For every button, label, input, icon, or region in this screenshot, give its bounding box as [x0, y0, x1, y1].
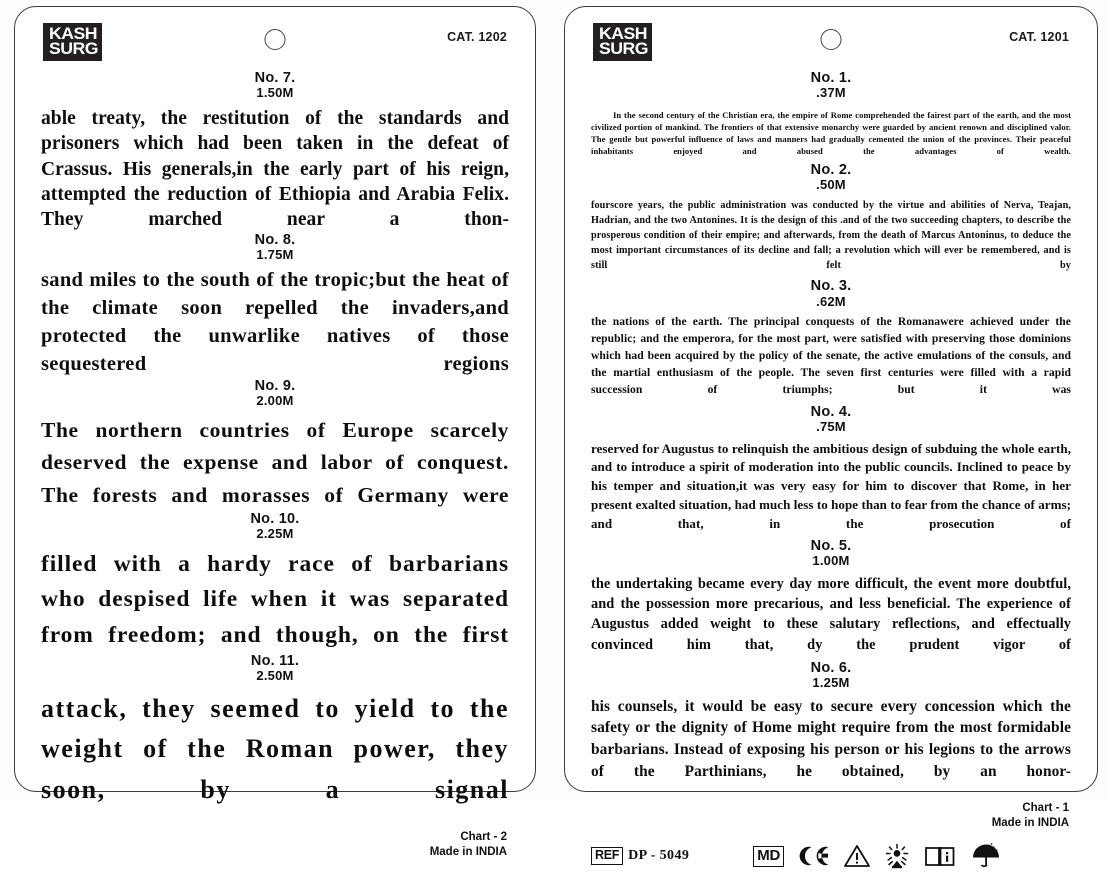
block-size: 1.00M	[812, 553, 850, 569]
block-size: .37M	[816, 85, 846, 101]
chart-blocks	[591, 65, 1071, 789]
keep-dry-umbrella-icon	[969, 843, 1003, 869]
block-size: 2.50M	[256, 668, 294, 684]
block-heading	[591, 405, 1071, 434]
block-size: 2.25M	[256, 526, 294, 542]
chart-footer-label	[430, 830, 507, 860]
block-heading	[591, 661, 1071, 690]
block-paragraph: the undertaking became every day more difficult, the event more doubtful, and the possession more precarious, and less beneficial. The experience of Augustus added weight to these salutary reflections, and effectually convinced him that, dy the prudent vigor of	[591, 576, 1071, 653]
reference-number	[591, 847, 689, 864]
vision-block-no-3	[591, 279, 1071, 398]
block-paragraph: In the second century of the Christian era, the empire of Rome comprehended the fairest part of the earth, and the most civilized portion of mankind. The frontiers of that extensive monarchy were guarded by ancient renown and disciplined valor. The gentle but powerful influence of laws and manners had gradually cemented the union of the provinces. Their peaceful inhabitants enjoyed and abused the advantages of wealth.	[591, 109, 1071, 156]
block-number: No. 5.	[810, 538, 852, 555]
kash-surg-logo	[43, 23, 102, 61]
vision-block-no-4	[591, 405, 1071, 533]
card-header	[591, 7, 1071, 65]
kash-surg-logo	[593, 23, 652, 61]
block-heading	[41, 512, 509, 541]
chart-footer-label	[992, 801, 1069, 831]
ce-mark-icon	[797, 844, 831, 868]
block-heading	[41, 71, 509, 100]
catalog-number: CAT. 1201	[1009, 30, 1069, 44]
vision-block-no-6	[591, 661, 1071, 783]
block-size: 1.25M	[812, 674, 850, 690]
logo-line-2: SURG	[599, 38, 649, 58]
logo-line-1: KASH	[599, 24, 648, 43]
keep-away-from-sunlight-icon	[883, 843, 911, 869]
block-heading	[591, 71, 1071, 100]
vision-block-no-1	[591, 71, 1071, 157]
block-size: .50M	[816, 177, 846, 193]
block-paragraph: the nations of the earth. The principal conquests of the Romanawere achieved under the republic; and the emperora, for the most part, were satisfied with preserving those dominions which had been acquired by the policy of the senate, the active emulations of the consuls, and the martial enthusiasm of the people. The seven first centuries were filled with a rapid succession of triumphs; but it was	[591, 315, 1071, 396]
near-vision-card-chart-2	[14, 6, 536, 859]
warning-triangle-icon	[844, 844, 870, 868]
block-number: No. 1.	[810, 70, 852, 86]
block-heading	[41, 379, 509, 408]
block-paragraph: his counsels, it would be easy to secure every concession which the safety or the dignity of Home might require from the most formidable barbarians. Instead of exposing his person or his legions to the arrows of the Parthinians, he obtained, by an honor-	[591, 697, 1071, 781]
block-number: No. 9.	[254, 377, 296, 394]
block-paragraph: The northern countries of Europe scarcely deserved the expense and labor of conquest. The forests and morasses of Germany were	[41, 417, 509, 508]
block-heading	[41, 233, 509, 262]
chart-name: Chart - 2	[460, 831, 507, 844]
block-heading	[591, 539, 1071, 568]
vision-block-no-7	[41, 71, 509, 233]
chart-blocks	[41, 65, 509, 814]
block-number: No. 10.	[250, 510, 300, 527]
block-size: .62M	[816, 293, 846, 309]
chart-name: Chart - 1	[1022, 802, 1069, 815]
catalog-number: CAT. 1202	[447, 30, 507, 44]
block-size: .75M	[816, 419, 846, 434]
vision-block-no-5	[591, 539, 1071, 654]
logo-line-2: SURG	[49, 38, 99, 58]
block-size: 1.75M	[256, 246, 294, 262]
consult-instructions-for-use-icon	[924, 844, 956, 868]
vision-block-no-2	[591, 163, 1071, 273]
ref-symbol-icon: REF	[591, 847, 623, 864]
vision-block-no-10	[41, 512, 509, 654]
block-size: 2.00M	[256, 393, 294, 409]
card-header	[41, 7, 509, 65]
near-vision-card-chart-1	[564, 6, 1098, 864]
block-paragraph: reserved for Augustus to relinquish the ambitious design of subduing the whole earth, and to introduce a spirit of moderation into the public councils. Inclined to peace by his temper and situation,it was very easy for him to discover that Rome, in her present exalted situation, had much less to hope than to fear from the chance of arms; and that, in the prosecution of	[591, 440, 1071, 531]
block-paragraph: sand miles to the south of the tropic;but the heat of the climate soon repelled the invaders,and protected the unwarlike natives of those sequestered regions	[41, 269, 509, 376]
block-paragraph: able treaty, the restitution of the standards and prisoners which had been taken in the defeat of Crassus. His generals,in the early part of his reign, attempted the reduction of Ethiopia and Arabia Felix. They marched near a thon-	[41, 107, 509, 231]
block-number: No. 3.	[810, 278, 852, 295]
block-number: No. 2.	[810, 161, 852, 178]
block-number: No. 7.	[254, 70, 296, 86]
hanging-hole-icon	[265, 29, 286, 50]
block-number: No. 11.	[250, 652, 300, 669]
origin-text: Made in INDIA	[429, 846, 507, 859]
ref-number-value: DP - 5049	[628, 848, 690, 864]
vision-block-no-11	[41, 654, 509, 811]
medical-device-icon: MD	[753, 846, 784, 867]
block-paragraph: attack, they seemed to yield to the weight of the Roman power, they soon, by a signal	[41, 693, 509, 804]
block-heading	[591, 163, 1071, 192]
block-heading	[591, 279, 1071, 308]
card-footer	[41, 814, 509, 878]
block-number: No. 8.	[254, 231, 296, 248]
block-paragraph: fourscore years, the public administration was conducted by the virtue and abilities of Nerva, Teajan, Hadrian, and the two Antonines. It is the design of this .and of the two succeeding chapters, to describe the prosperous condition of their empire; and afterwards, from the death of Marcus Antoninus, to deduce the most important circumstances of its decline and fall; a revolution which will ever be remembered, and is still felt by	[591, 199, 1071, 272]
block-paragraph: filled with a hardy race of barbarians who despised life when it was separated from freedom; and though, on the first	[41, 550, 509, 649]
vision-block-no-9	[41, 379, 509, 512]
card-footer	[591, 789, 1071, 875]
logo-line-1: KASH	[49, 24, 98, 43]
vision-block-no-8	[41, 233, 509, 379]
block-size: 1.50M	[256, 85, 294, 101]
block-heading	[41, 654, 509, 683]
block-number: No. 6.	[810, 659, 852, 676]
regulatory-symbol-row	[591, 843, 1071, 869]
origin-text: Made in INDIA	[991, 817, 1069, 830]
hanging-hole-icon	[821, 29, 842, 50]
block-number: No. 4.	[810, 403, 852, 420]
